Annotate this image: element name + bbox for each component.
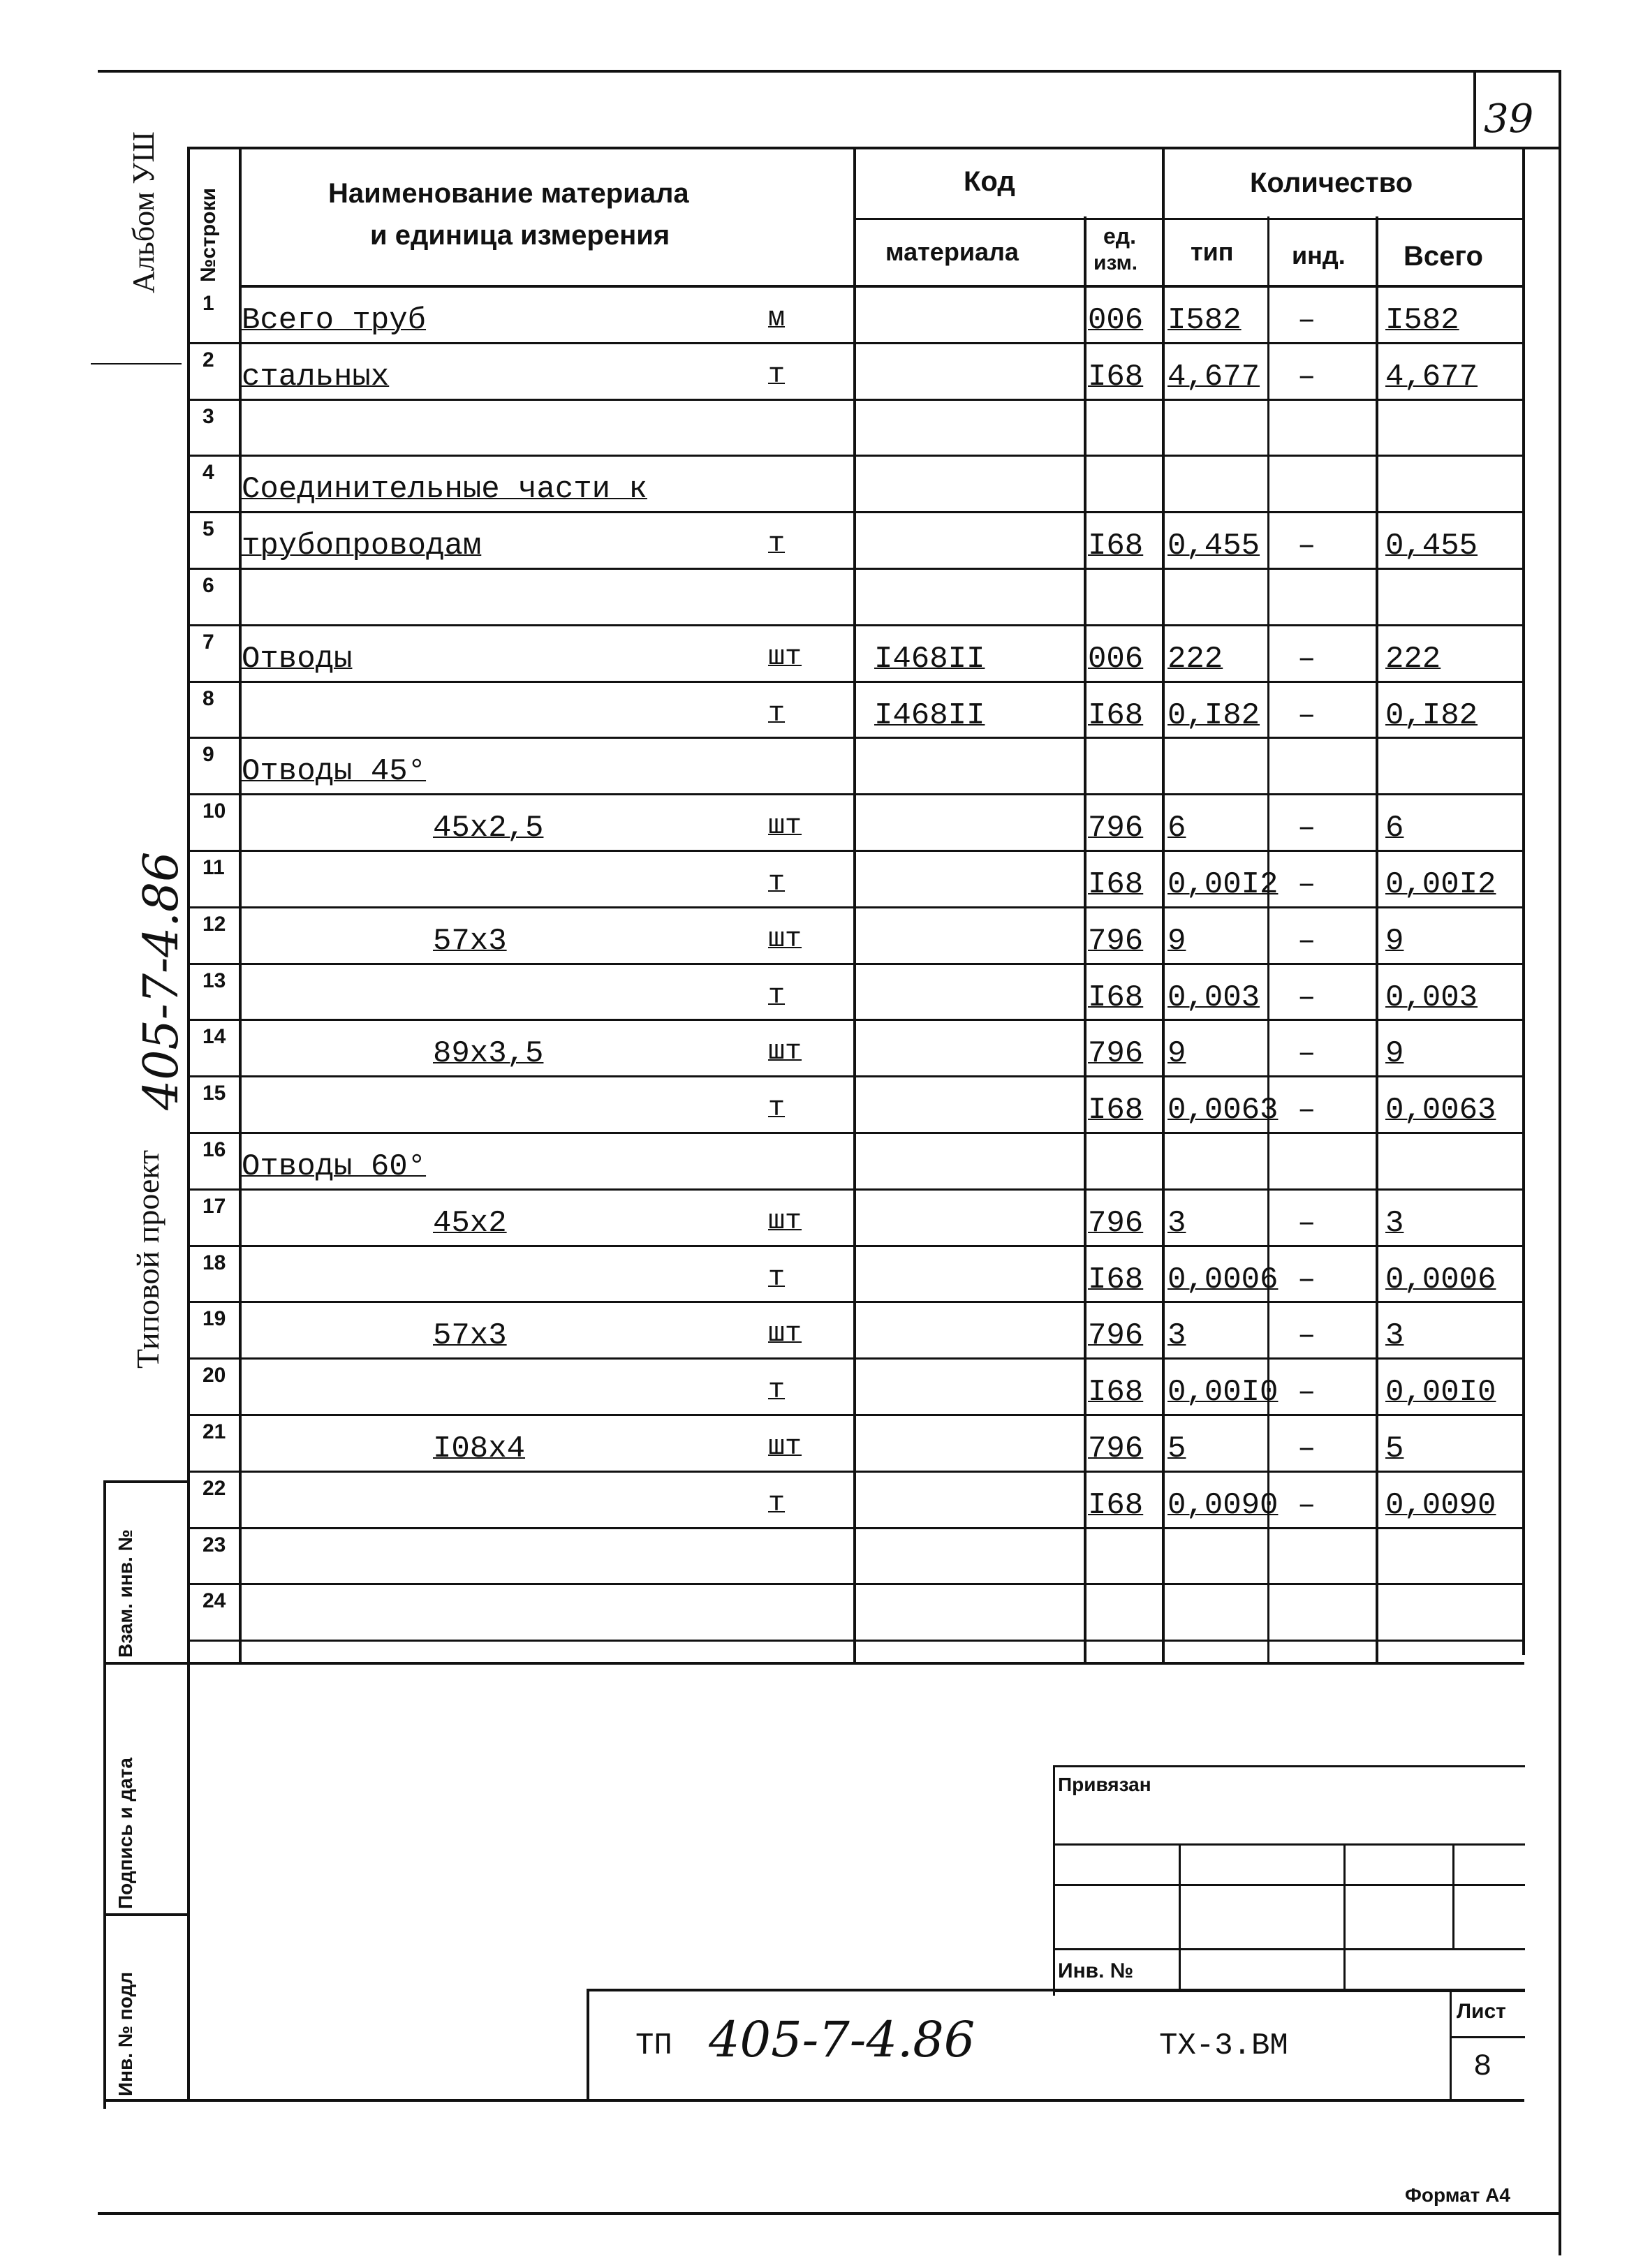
header-ind: инд.	[1292, 241, 1346, 270]
cell-vsego: 0,0063	[1385, 1093, 1496, 1128]
cell-unit: т	[768, 360, 786, 391]
cell-vsego: 0,00I2	[1385, 867, 1496, 902]
cell-n: 16	[202, 1138, 226, 1161]
header-name-line1: Наименование материала	[328, 178, 689, 209]
cell-name: 57x3	[433, 1318, 507, 1353]
header-kolichestvo: Количество	[1250, 168, 1413, 198]
cell-unit: шт	[768, 1206, 802, 1237]
stamp-inv-no: Инв. №	[1058, 1959, 1134, 1982]
cell-ind: –	[1297, 811, 1316, 846]
row-divider	[190, 1357, 1524, 1360]
cell-tip: 0,0006	[1167, 1262, 1279, 1297]
cell-unit: шт	[768, 811, 802, 842]
cell-name: 45x2,5	[433, 811, 544, 846]
cell-ed: 796	[1088, 1431, 1144, 1466]
cell-ed: I68	[1088, 360, 1144, 395]
row-divider	[190, 963, 1524, 965]
row-divider	[190, 1414, 1524, 1416]
row-divider	[190, 1583, 1524, 1585]
cell-name: 57x3	[433, 924, 507, 959]
stamp-tp: ТП	[635, 2028, 672, 2063]
cell-unit: т	[768, 1262, 786, 1294]
cell-vsego: 6	[1385, 811, 1404, 846]
cell-n: 23	[202, 1533, 226, 1556]
cell-ind: –	[1297, 698, 1316, 733]
cell-tip: 0,00I2	[1167, 867, 1279, 902]
cell-name: Отводы	[242, 642, 353, 677]
cell-ed: 796	[1088, 924, 1144, 959]
cell-code: I468II	[874, 642, 985, 677]
cell-n: 9	[202, 743, 214, 766]
cell-vsego: 0,I82	[1385, 698, 1478, 733]
cell-vsego: 3	[1385, 1206, 1404, 1241]
row-divider	[190, 1132, 1524, 1134]
cell-unit: шт	[768, 1036, 802, 1068]
header-tip: тип	[1191, 237, 1234, 266]
cell-name: Всего труб	[242, 303, 427, 338]
cell-unit: т	[768, 1375, 786, 1406]
row-divider	[190, 568, 1524, 570]
cell-ed: I68	[1088, 1488, 1144, 1523]
stamp-privyazan: Привязан	[1058, 1774, 1151, 1795]
stamp-list-number: 8	[1473, 2049, 1492, 2084]
cell-n: 10	[202, 800, 226, 823]
cell-ed: 796	[1088, 1318, 1144, 1353]
cell-name: стальных	[242, 360, 390, 395]
cell-unit: т	[768, 698, 786, 730]
cell-tip: 4,677	[1167, 360, 1260, 395]
cell-ind: –	[1297, 1036, 1316, 1071]
format-label: Формат А4	[1405, 2184, 1510, 2206]
cell-unit: шт	[768, 1431, 802, 1463]
cell-vsego: 0,455	[1385, 529, 1478, 564]
header-row-number: №строки	[197, 188, 220, 282]
row-divider	[190, 624, 1524, 626]
cell-ind: –	[1297, 1431, 1316, 1466]
project-label: Типовой проект	[130, 1149, 165, 1369]
project-number-vertical: 405-7-4.86	[134, 851, 189, 1110]
cell-ed: I68	[1088, 1093, 1144, 1128]
album-label: Альбом УШ	[126, 131, 161, 293]
row-divider	[190, 1019, 1524, 1021]
cell-n: 24	[202, 1589, 226, 1612]
cell-vsego: 9	[1385, 924, 1404, 959]
cell-n: 18	[202, 1251, 226, 1274]
row-divider	[190, 1471, 1524, 1473]
inv-podl-label: Инв. № подл	[115, 1971, 136, 2096]
cell-name: Отводы 45°	[242, 754, 427, 789]
header-kod-izm: изм.	[1093, 251, 1138, 274]
cell-n: 12	[202, 913, 226, 936]
cell-unit: т	[768, 529, 786, 560]
cell-vsego: 222	[1385, 642, 1441, 677]
cell-n: 1	[202, 292, 214, 315]
cell-ind: –	[1297, 1262, 1316, 1297]
cell-n: 7	[202, 631, 214, 654]
row-divider	[190, 1245, 1524, 1247]
cell-ed: 006	[1088, 642, 1144, 677]
cell-ind: –	[1297, 1318, 1316, 1353]
cell-n: 22	[202, 1477, 226, 1500]
cell-n: 6	[202, 574, 214, 597]
cell-n: 5	[202, 517, 214, 540]
cell-n: 15	[202, 1082, 226, 1105]
cell-ed: 796	[1088, 1036, 1144, 1071]
cell-name: I08x4	[433, 1431, 526, 1466]
cell-name: Отводы 60°	[242, 1149, 427, 1184]
cell-unit: шт	[768, 1318, 802, 1350]
cell-unit: т	[768, 1093, 786, 1124]
sheet-number: 39	[1484, 96, 1534, 142]
header-kod-ed: ед.	[1103, 223, 1136, 249]
cell-n: 17	[202, 1195, 226, 1218]
cell-ind: –	[1297, 1375, 1316, 1410]
cell-vsego: 4,677	[1385, 360, 1478, 395]
cell-tip: 0,455	[1167, 529, 1260, 564]
stamp-list-label: Лист	[1457, 2000, 1506, 2023]
row-divider	[190, 342, 1524, 344]
cell-n: 21	[202, 1420, 226, 1443]
cell-tip: 6	[1167, 811, 1186, 846]
cell-unit: т	[768, 867, 786, 899]
cell-vsego: 5	[1385, 1431, 1404, 1466]
cell-n: 11	[202, 856, 225, 879]
row-divider	[190, 737, 1524, 739]
row-divider	[190, 906, 1524, 908]
cell-tip: 3	[1167, 1318, 1186, 1353]
row-divider	[190, 399, 1524, 401]
cell-ed: I68	[1088, 867, 1144, 902]
cell-n: 13	[202, 969, 226, 992]
cell-tip: 222	[1167, 642, 1223, 677]
cell-ed: I68	[1088, 980, 1144, 1015]
cell-tip: I582	[1167, 303, 1242, 338]
cell-name: трубопроводам	[242, 529, 482, 564]
cell-ind: –	[1297, 303, 1316, 338]
row-divider	[190, 850, 1524, 852]
cell-code: I468II	[874, 698, 985, 733]
cell-vsego: 0,00I0	[1385, 1375, 1496, 1410]
cell-ed: I68	[1088, 1262, 1144, 1297]
cell-tip: 0,I82	[1167, 698, 1260, 733]
cell-name: Соединительные части к	[242, 472, 647, 507]
row-divider	[190, 1301, 1524, 1303]
cell-vsego: 0,0090	[1385, 1488, 1496, 1523]
cell-name: 89x3,5	[433, 1036, 544, 1071]
row-divider	[190, 455, 1524, 457]
cell-ind: –	[1297, 980, 1316, 1015]
cell-ind: –	[1297, 1488, 1316, 1523]
cell-n: 19	[202, 1307, 226, 1330]
cell-n: 20	[202, 1364, 226, 1387]
cell-n: 8	[202, 687, 214, 710]
cell-ind: –	[1297, 924, 1316, 959]
cell-ind: –	[1297, 529, 1316, 564]
cell-ed: I68	[1088, 698, 1144, 733]
podpis-data-label: Подпись и дата	[115, 1758, 136, 1909]
row-divider	[190, 1640, 1524, 1642]
cell-tip: 0,0090	[1167, 1488, 1279, 1523]
header-vsego: Всего	[1404, 241, 1483, 272]
header-kod: Код	[964, 166, 1015, 197]
cell-vsego: I582	[1385, 303, 1459, 338]
cell-n: 4	[202, 461, 214, 484]
cell-name: 45x2	[433, 1206, 507, 1241]
header-name-line2: и единица измерения	[370, 220, 670, 251]
cell-ed: 796	[1088, 811, 1144, 846]
stamp-project-number: 405-7-4.86	[709, 2011, 975, 2068]
vzam-inv-label: Взам. инв. №	[115, 1529, 136, 1658]
cell-vsego: 0,003	[1385, 980, 1478, 1015]
cell-ind: –	[1297, 360, 1316, 395]
cell-ed: 796	[1088, 1206, 1144, 1241]
cell-ind: –	[1297, 1093, 1316, 1128]
row-divider	[190, 511, 1524, 513]
cell-unit: т	[768, 1488, 786, 1519]
header-kod-material: материала	[885, 237, 1019, 266]
cell-ind: –	[1297, 642, 1316, 677]
row-divider	[190, 1527, 1524, 1529]
cell-n: 14	[202, 1025, 226, 1048]
cell-ind: –	[1297, 1206, 1316, 1241]
row-divider	[190, 1075, 1524, 1077]
cell-unit: шт	[768, 642, 802, 673]
cell-unit: т	[768, 980, 786, 1012]
cell-tip: 3	[1167, 1206, 1186, 1241]
cell-ed: I68	[1088, 1375, 1144, 1410]
cell-tip: 9	[1167, 924, 1186, 959]
cell-vsego: 3	[1385, 1318, 1404, 1353]
cell-ed: I68	[1088, 529, 1144, 564]
cell-tip: 5	[1167, 1431, 1186, 1466]
cell-n: 2	[202, 348, 214, 371]
stamp-doc-code: ТХ-3.ВМ	[1159, 2028, 1288, 2063]
row-divider	[190, 793, 1524, 795]
cell-vsego: 0,0006	[1385, 1262, 1496, 1297]
cell-ed: 006	[1088, 303, 1144, 338]
cell-tip: 0,003	[1167, 980, 1260, 1015]
cell-vsego: 9	[1385, 1036, 1404, 1071]
row-divider	[190, 681, 1524, 683]
cell-tip: 9	[1167, 1036, 1186, 1071]
cell-n: 3	[202, 405, 214, 428]
row-divider	[190, 1188, 1524, 1191]
cell-unit: м	[768, 303, 786, 334]
cell-unit: шт	[768, 924, 802, 955]
cell-tip: 0,00I0	[1167, 1375, 1279, 1410]
cell-ind: –	[1297, 867, 1316, 902]
cell-tip: 0,0063	[1167, 1093, 1279, 1128]
